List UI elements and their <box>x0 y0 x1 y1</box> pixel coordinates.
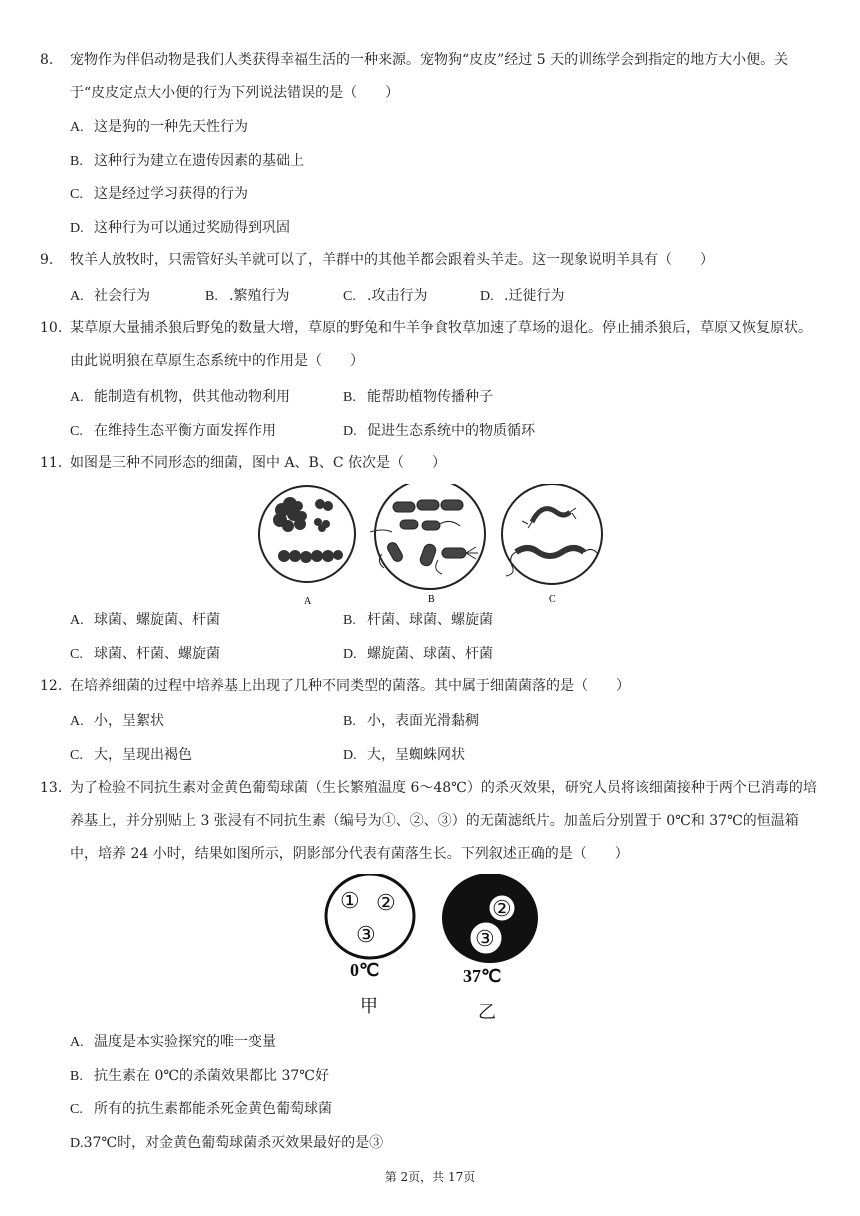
question-stem: 某草原大量捕杀狼后野兔的数量大增，草原的野兔和牛羊争食牧草加速了草场的退化。停止捕杀狼后，草原又恢复原状。由此说明狼在草原生态系统中的作用是（ ） <box>70 320 812 369</box>
option-c: C. 所有的抗生素都能杀死金黄色葡萄球菌 <box>70 1101 332 1117</box>
option-b: B. 小，表面光滑黏稠 <box>343 713 479 729</box>
page-footer: 第 2页，共 17页 <box>384 1170 476 1184</box>
option-c: C. 在维持生态平衡方面发挥作用 <box>70 423 276 439</box>
option-b: B. 杆菌、球菌、螺旋菌 <box>343 612 493 628</box>
option-a: A. 这是狗的一种先天性行为 <box>70 119 248 135</box>
dish-temp: 37℃ <box>463 966 502 986</box>
option-c: C. .攻击行为 <box>343 288 428 304</box>
petri-dish-figure <box>320 874 550 1026</box>
figure-label-b: B <box>428 594 435 605</box>
disc-mark-3: ③ <box>475 926 495 951</box>
option-c: C. 大，呈现出褐色 <box>70 747 192 763</box>
disc-mark-2: ② <box>492 896 512 921</box>
option-d: D. 螺旋菌、球菌、杆菌 <box>343 646 493 662</box>
question-number: 13. <box>40 780 63 796</box>
disc-mark-2: ② <box>376 890 396 915</box>
question-number: 11. <box>40 455 63 471</box>
option-c: C. 球菌、杆菌、螺旋菌 <box>70 646 220 662</box>
disc-mark-3: ③ <box>356 922 376 947</box>
bacteria-circle-c <box>502 484 602 584</box>
bacteria-figure <box>250 484 610 606</box>
option-b: B. 能帮助植物传播种子 <box>343 389 493 405</box>
petri-dish-yi <box>443 874 537 1022</box>
option-a: A. 球菌、螺旋菌、杆菌 <box>70 612 220 628</box>
question-stem: 为了检验不同抗生素对金黄色葡萄球菌（生长繁殖温度 6～48℃）的杀灭效果，研究人员将该细菌接种于两个已消毒的培养基上，并分别贴上 3 张浸有不同抗生素（编号为①、②、③）的无菌滤纸片。加盖后分别置于 0℃和 37℃的恒温箱中，培养 24 小时，结果如图所示，阴影部分代表有菌落生长。下列叙述正确的是（ ） <box>70 780 817 862</box>
option-a: A. 小，呈絮状 <box>70 713 164 729</box>
question-number: 9. <box>40 252 54 268</box>
dish-temp: 0℃ <box>350 960 380 980</box>
question-stem: 宠物作为伴侣动物是我们人类获得幸福生活的一种来源。宠物狗“皮皮”经过 5 天的训练学会到指定的地方大小便。关于“皮皮定点大小便的行为下列说法错误的是（ ） <box>70 52 789 101</box>
option-c: C. 这是经过学习获得的行为 <box>70 186 248 202</box>
option-d: D. 这种行为可以通过奖励得到巩固 <box>70 220 290 236</box>
question-stem: 在培养细菌的过程中培养基上出现了几种不同类型的菌落。其中属于细菌菌落的是（ ） <box>70 678 630 694</box>
disc-mark-1: ① <box>340 888 360 913</box>
question-stem: 牧羊人放牧时，只需管好头羊就可以了，羊群中的其他羊都会跟着头羊走。这一现象说明羊具有（ ） <box>70 252 714 268</box>
bacteria-circle-b <box>370 484 485 589</box>
question-number: 8. <box>40 52 54 68</box>
dish-name: 乙 <box>478 1002 496 1022</box>
question-8 <box>40 44 820 110</box>
option-a: A. 社会行为 <box>70 288 150 304</box>
option-b: B. .繁殖行为 <box>205 288 290 304</box>
question-12 <box>40 670 820 703</box>
petri-dish-jia <box>326 874 414 1016</box>
figure-label-c: C <box>549 594 556 605</box>
option-d: D.37℃时，对金黄色葡萄球菌杀灭效果最好的是③ <box>70 1135 384 1151</box>
question-11 <box>40 447 820 480</box>
question-10 <box>40 312 820 378</box>
question-number: 10. <box>40 320 63 336</box>
bacteria-circle-a <box>259 486 355 582</box>
option-d: D. 大，呈蜘蛛网状 <box>343 747 465 763</box>
option-a: A. 能制造有机物，供其他动物利用 <box>70 389 290 405</box>
question-9 <box>40 244 820 277</box>
option-d: D. .迁徙行为 <box>480 288 565 304</box>
option-a: A. 温度是本实验探究的唯一变量 <box>70 1034 276 1050</box>
question-stem: 如图是三种不同形态的细菌，图中 A、B、C 依次是（ ） <box>70 455 447 471</box>
question-number: 12. <box>40 678 63 694</box>
question-13 <box>40 772 820 871</box>
option-b: B. 这种行为建立在遗传因素的基础上 <box>70 153 304 169</box>
dish-name: 甲 <box>360 996 378 1016</box>
option-b: B. 抗生素在 0℃的杀菌效果都比 37℃好 <box>70 1068 329 1084</box>
figure-label-a: A <box>304 596 312 606</box>
option-d: D. 促进生态系统中的物质循环 <box>343 423 535 439</box>
